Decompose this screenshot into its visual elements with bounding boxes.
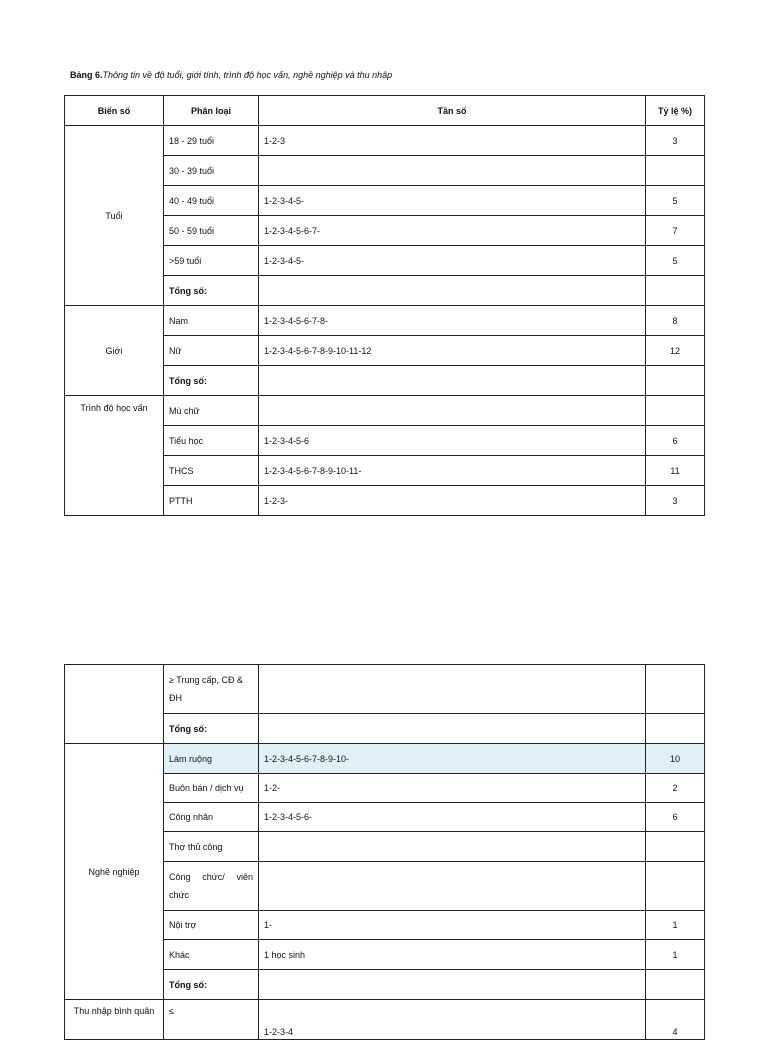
variable-occupation: Nghề nghiệp	[65, 744, 164, 1000]
percent-cell	[646, 276, 705, 306]
percent-cell	[646, 396, 705, 426]
variable-age: Tuổi	[65, 126, 164, 306]
percent-cell: 3	[646, 486, 705, 516]
caption-text: Thông tin về độ tuổi, giới tính, trình độ học vấn, nghề nghiệp và thu nhập	[102, 70, 393, 80]
category-cell: 18 - 29 tuổi	[164, 126, 259, 156]
category-cell: ≥ Trung cấp, CĐ & ĐH	[164, 665, 259, 714]
frequency-cell: 1-2-	[259, 774, 646, 803]
percent-cell: 12	[646, 336, 705, 366]
frequency-cell: 1-2-3-4-5-6-7-8-9-10-11-	[259, 456, 646, 486]
percent-cell	[646, 665, 705, 714]
percent-cell: 7	[646, 216, 705, 246]
variable-education: Trình độ học vấn	[65, 396, 164, 516]
caption-label: Bảng 6.	[70, 70, 103, 80]
table-row	[65, 1000, 705, 1040]
frequency-cell: 1-2-3-4	[259, 1000, 646, 1040]
frequency-cell: 1-2-3-4-5-6	[259, 426, 646, 456]
percent-cell: 6	[646, 426, 705, 456]
percent-cell	[646, 970, 705, 1000]
category-cell: Mù chữ	[164, 396, 259, 426]
percent-cell	[646, 156, 705, 186]
category-cell: Tiểu học	[164, 426, 259, 456]
percent-cell	[646, 366, 705, 396]
frequency-cell: 1-2-3-4-5-6-7-8-	[259, 306, 646, 336]
percent-cell: 2	[646, 774, 705, 803]
percent-cell	[646, 862, 705, 911]
category-cell: 40 - 49 tuổi	[164, 186, 259, 216]
category-cell: Thợ thủ công	[164, 832, 259, 862]
percent-cell: 8	[646, 306, 705, 336]
total-label: Tổng số:	[164, 276, 259, 306]
category-cell: 50 - 59 tuổi	[164, 216, 259, 246]
category-cell: Nam	[164, 306, 259, 336]
category-cell: THCS	[164, 456, 259, 486]
header-variable: Biến số	[65, 96, 164, 126]
frequency-cell: 1-2-3-4-5-6-	[259, 803, 646, 832]
percent-cell: 10	[646, 744, 705, 774]
frequency-cell	[259, 862, 646, 911]
percent-cell	[646, 714, 705, 744]
category-cell: PTTH	[164, 486, 259, 516]
frequency-cell	[259, 714, 646, 744]
percent-cell	[646, 832, 705, 862]
frequency-cell: 1-2-3-4-5-6-7-8-9-10-11-12	[259, 336, 646, 366]
category-cell: >59 tuổi	[164, 246, 259, 276]
category-cell: Buôn bán / dịch vụ	[164, 774, 259, 803]
percent-cell: 6	[646, 803, 705, 832]
table-part-2	[64, 664, 705, 1040]
category-cell: Khác	[164, 940, 259, 970]
percent-cell: 1	[646, 911, 705, 940]
header-category: Phân loại	[164, 96, 259, 126]
percent-cell: 11	[646, 456, 705, 486]
variable-education-continued	[65, 665, 164, 744]
header-frequency: Tần số	[259, 96, 646, 126]
category-cell: Làm ruộng	[164, 744, 259, 774]
frequency-cell	[259, 366, 646, 396]
frequency-cell	[259, 665, 646, 714]
total-label: Tổng số:	[164, 970, 259, 1000]
percent-cell: 4	[646, 1000, 705, 1040]
frequency-cell: 1-2-3-4-5-6-7-8-9-10-	[259, 744, 646, 774]
total-label: Tổng số:	[164, 366, 259, 396]
frequency-cell: 1-	[259, 911, 646, 940]
frequency-cell: 1-2-3-4-5-6-7-	[259, 216, 646, 246]
category-cell: Công nhân	[164, 803, 259, 832]
header-percent: Tỷ lệ %)	[646, 96, 705, 126]
frequency-cell	[259, 276, 646, 306]
category-cell: Nữ	[164, 336, 259, 366]
category-cell: ≤	[164, 1000, 259, 1040]
variable-gender: Giới	[65, 306, 164, 396]
category-cell: Công chức/ viên chức	[164, 862, 259, 911]
header-row	[65, 96, 705, 126]
percent-cell: 5	[646, 246, 705, 276]
total-label: Tổng số:	[164, 714, 259, 744]
frequency-cell: 1 học sinh	[259, 940, 646, 970]
table-row	[65, 306, 705, 336]
table-row	[65, 396, 705, 426]
frequency-cell	[259, 970, 646, 1000]
percent-cell: 3	[646, 126, 705, 156]
category-cell: 30 - 39 tuổi	[164, 156, 259, 186]
percent-cell: 1	[646, 940, 705, 970]
table-row-highlighted	[65, 744, 705, 774]
percent-cell: 5	[646, 186, 705, 216]
category-cell: Nội trợ	[164, 911, 259, 940]
frequency-cell	[259, 156, 646, 186]
variable-income: Thu nhập bình quân	[65, 1000, 164, 1040]
frequency-cell: 1-2-3-	[259, 486, 646, 516]
frequency-cell: 1-2-3	[259, 126, 646, 156]
frequency-cell: 1-2-3-4-5-	[259, 186, 646, 216]
frequency-cell	[259, 396, 646, 426]
frequency-cell: 1-2-3-4-5-	[259, 246, 646, 276]
table-part-1	[64, 95, 705, 516]
frequency-cell	[259, 832, 646, 862]
table-row	[65, 126, 705, 156]
table-row	[65, 665, 705, 714]
